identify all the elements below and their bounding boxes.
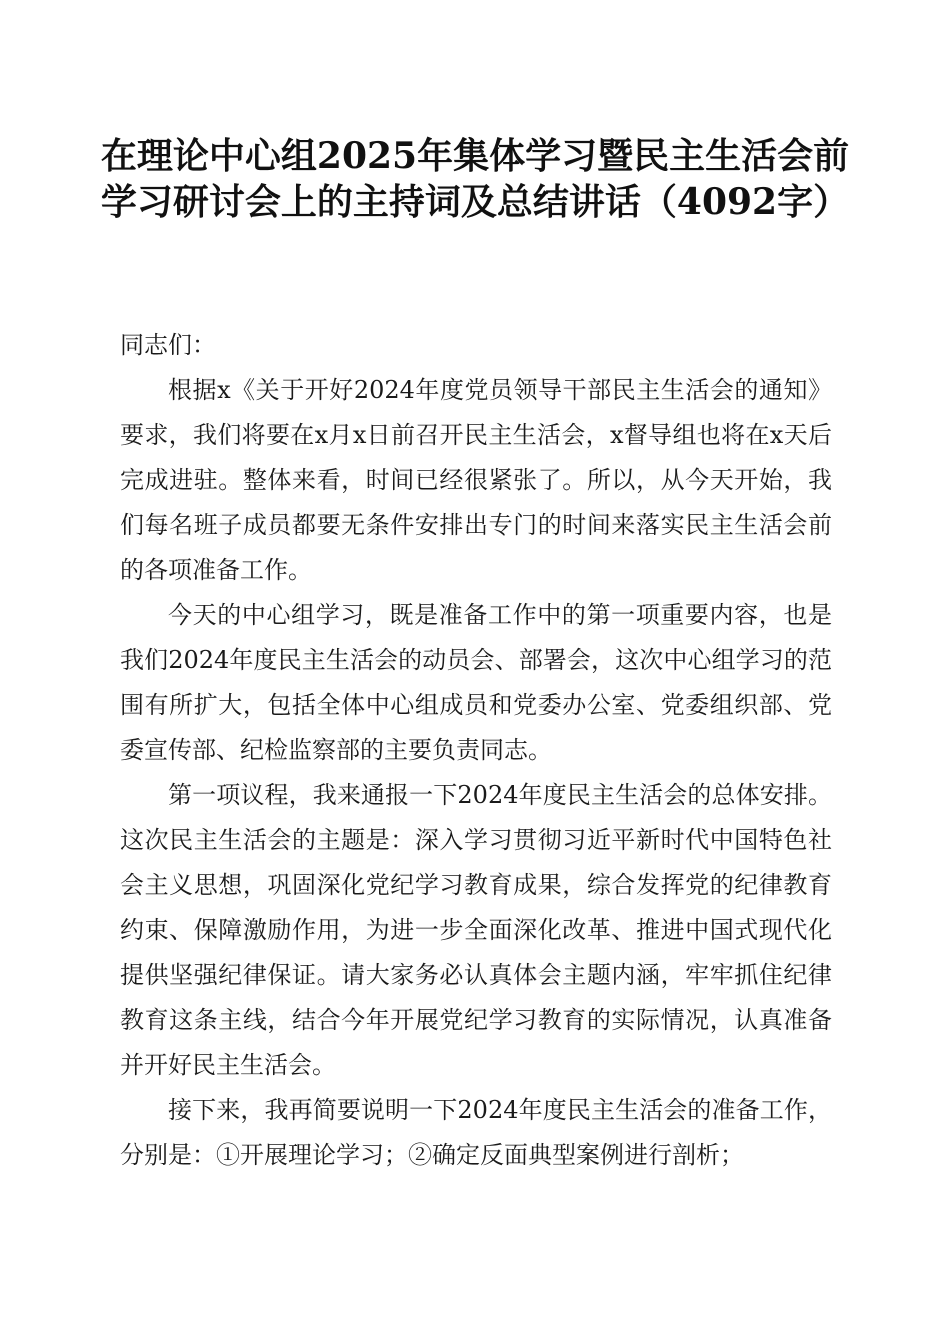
paragraph-4: 接下来，我再简要说明一下2024年度民主生活会的准备工作，分别是：①开展理论学习；②确定反面典型案例进行剖析； xyxy=(120,1096,832,1169)
salutation: 同志们： xyxy=(120,331,216,359)
paragraph-3: 第一项议程，我来通报一下2024年度民主生活会的总体安排。这次民主生活会的主题是：深入学习贯彻习近平新时代中国特色社会主义思想，巩固深化党纪学习教育成果，综合发挥党的纪律教育约束、保障激励作用，为进一步全面深化改革、推进中国式现代化提供坚强纪律保证。请大家务必认真体会主题内涵，牢牢抓住纪律教育这条主线，结合今年开展党纪学习教育的实际情况，认真准备并开好民主生活会。 xyxy=(120,781,832,1079)
paragraph-1: 根据x《关于开好2024年度党员领导干部民主生活会的通知》要求，我们将要在x月x日前召开民主生活会，x督导组也将在x天后完成进驻。整体来看，时间已经很紧张了。所以，从今天开始，我们每名班子成员都要无条件安排出专门的时间来落实民主生活会前的各项准备工作。 xyxy=(120,376,832,584)
document-title: 在理论中心组2025年集体学习暨民主生活会前学习研讨会上的主持词及总结讲话（4092字） xyxy=(100,135,850,223)
paragraph-2: 今天的中心组学习，既是准备工作中的第一项重要内容，也是我们2024年度民主生活会的动员会、部署会，这次中心组学习的范围有所扩大，包括全体中心组成员和党委办公室、党委组织部、党委宣传部、纪检监察部的主要负责同志。 xyxy=(120,601,832,764)
document-body xyxy=(120,323,832,1178)
